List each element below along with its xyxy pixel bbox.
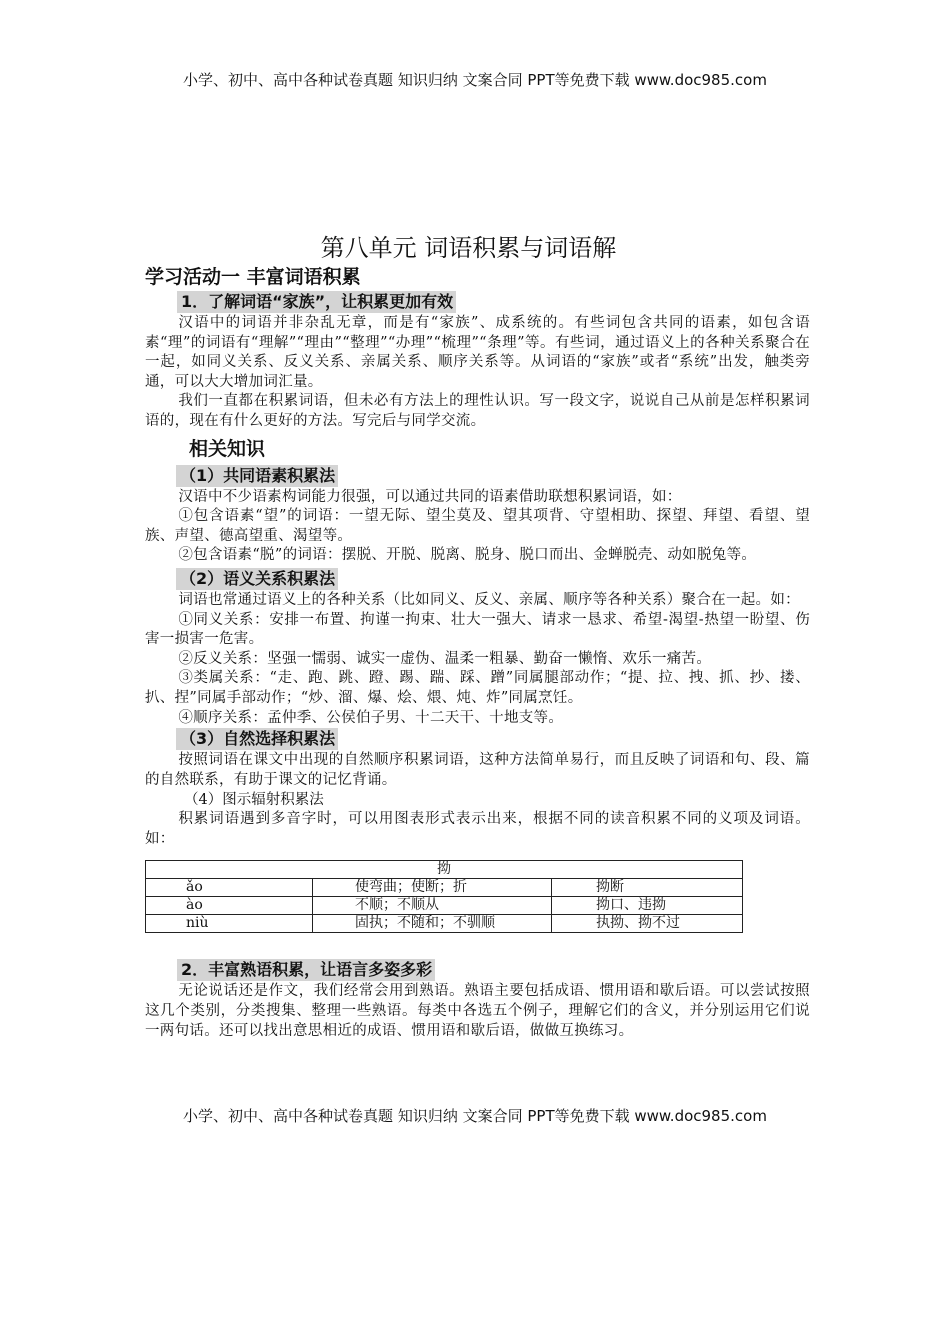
method1-intro: 汉语中不少语素构词能力很强，可以通过共同的语素借助联想积累词语，如： xyxy=(178,488,682,505)
pinyin-cell: ào xyxy=(146,897,313,915)
meaning-cell: 使弯曲；使断；折 xyxy=(313,879,552,897)
words-cell: 拗口、违拗 xyxy=(552,897,743,915)
method2-item-1: ①同义关系：安排一布置、拘谨一拘束、壮大一强大、请求一恳求、希望-渴望-热望一盼望、伤害一损害一危害。 xyxy=(145,611,810,648)
method3-heading-row xyxy=(176,728,810,751)
activity-heading: 学习活动一 丰富词语积累 xyxy=(145,266,361,288)
table-row xyxy=(146,915,743,933)
section1-heading: 1．了解词语“家族”，让积累更加有效 xyxy=(177,291,456,313)
method2-heading-row xyxy=(176,568,810,591)
footer-banner: 小学、初中、高中各种试卷真题 知识归纳 文案合同 PPT等免费下载 www.doc985.com xyxy=(183,1107,767,1125)
spacer xyxy=(145,933,810,959)
method1-heading-row xyxy=(176,465,810,488)
method2-intro: 词语也常通过语义上的各种关系（比如同义、反义、亲属、顺序等各种关系）聚合在一起。如： xyxy=(178,591,800,608)
section2-paragraph: 无论说话还是作文，我们经常会用到熟语。熟语主要包括成语、惯用语和歇后语。可以尝试按照这几个类别，分类搜集、整理一些熟语。每类中各选五个例子，理解它们的含义，并分别运用它们说一两句话。还可以找出意思相近的成语、惯用语和歇后语，做做互换练习。 xyxy=(145,983,810,1039)
related-knowledge-heading: 相关知识 xyxy=(189,437,266,460)
section1-heading-row xyxy=(177,291,810,314)
method4-heading: （4）图示辐射积累法 xyxy=(184,792,324,809)
page-title: 第八单元 词语积累与词语解 xyxy=(320,234,617,262)
table-row xyxy=(146,897,743,915)
meaning-cell: 固执；不随和；不驯顺 xyxy=(313,915,552,933)
table-row xyxy=(146,879,743,897)
method2-heading: （2）语义关系积累法 xyxy=(176,568,338,590)
section1-paragraph-1: 汉语中的词语并非杂乱无章，而是有“家族”、成系统的。有些词包含共同的语素，如包含语素“理”的词语有“理解”“理由”“整理”“办理”“梳理”“条理”等。有些词，通过语义上的各种关系聚合在一起，如同义关系、反义关系、亲属关系、顺序关系等。从词语的“家族”或者“系统”出发，触类旁通，可以大大增加词汇量。 xyxy=(145,315,810,390)
method2-item-4: ④顺序关系：孟仲季、公侯伯子男、十二天干、十地支等。 xyxy=(178,709,564,726)
method1-item-1: ①包含语素“望”的词语：一望无际、望尘莫及、望其项背、守望相助、探望、拜望、看望、望族、声望、德高望重、渴望等。 xyxy=(145,508,810,544)
method1-heading: （1）共同语素积累法 xyxy=(176,465,338,487)
meaning-cell: 不顺；不顺从 xyxy=(313,897,552,915)
method3-heading: （3）自然选择积累法 xyxy=(176,728,338,750)
words-cell: 拗断 xyxy=(552,879,743,897)
words-cell: 执拗、拗不过 xyxy=(552,915,743,933)
method4-paragraph: 积累词语遇到多音字时，可以用图表形式表示出来，根据不同的读音积累不同的义项及词语。如： xyxy=(145,811,810,847)
document-body xyxy=(145,232,810,1041)
table-head-char: 拗 xyxy=(146,861,743,879)
polyphone-table xyxy=(145,860,743,933)
method2-item-3: ③类属关系：“走、跑、跳、蹬、踢、踹、踩、蹭”同属腿部动作；“提、拉、拽、抓、抄、搂、扒、捏”同属手部动作；“炒、溜、爆、烩、煨、炖、炸”同属烹饪。 xyxy=(145,670,810,706)
section1-paragraph-2: 我们一直都在积累词语，但未必有方法上的理性认识。写一段文字，说说自己从前是怎样积累词语的，现在有什么更好的方法。写完后与同学交流。 xyxy=(145,393,810,429)
section2-heading-row xyxy=(177,959,810,982)
method1-item-2: ②包含语素“脱”的词语：摆脱、开脱、脱离、脱身、脱口而出、金蝉脱壳、动如脱兔等。 xyxy=(178,547,757,564)
section2-heading: 2．丰富熟语积累，让语言多姿多彩 xyxy=(177,959,435,981)
header-banner: 小学、初中、高中各种试卷真题 知识归纳 文案合同 PPT等免费下载 www.doc985.com xyxy=(183,71,767,89)
pinyin-cell: ǎo xyxy=(146,879,313,897)
method2-item-2: ②反义关系：坚强一懦弱、诚实一虚伪、温柔一粗暴、勤奋一懒惰、欢乐一痛苦。 xyxy=(178,650,712,667)
method3-paragraph: 按照词语在课文中出现的自然顺序积累词语，这种方法简单易行，而且反映了词语和句、段、篇的自然联系，有助于课文的记忆背诵。 xyxy=(145,752,810,788)
pinyin-cell: niù xyxy=(146,915,313,933)
